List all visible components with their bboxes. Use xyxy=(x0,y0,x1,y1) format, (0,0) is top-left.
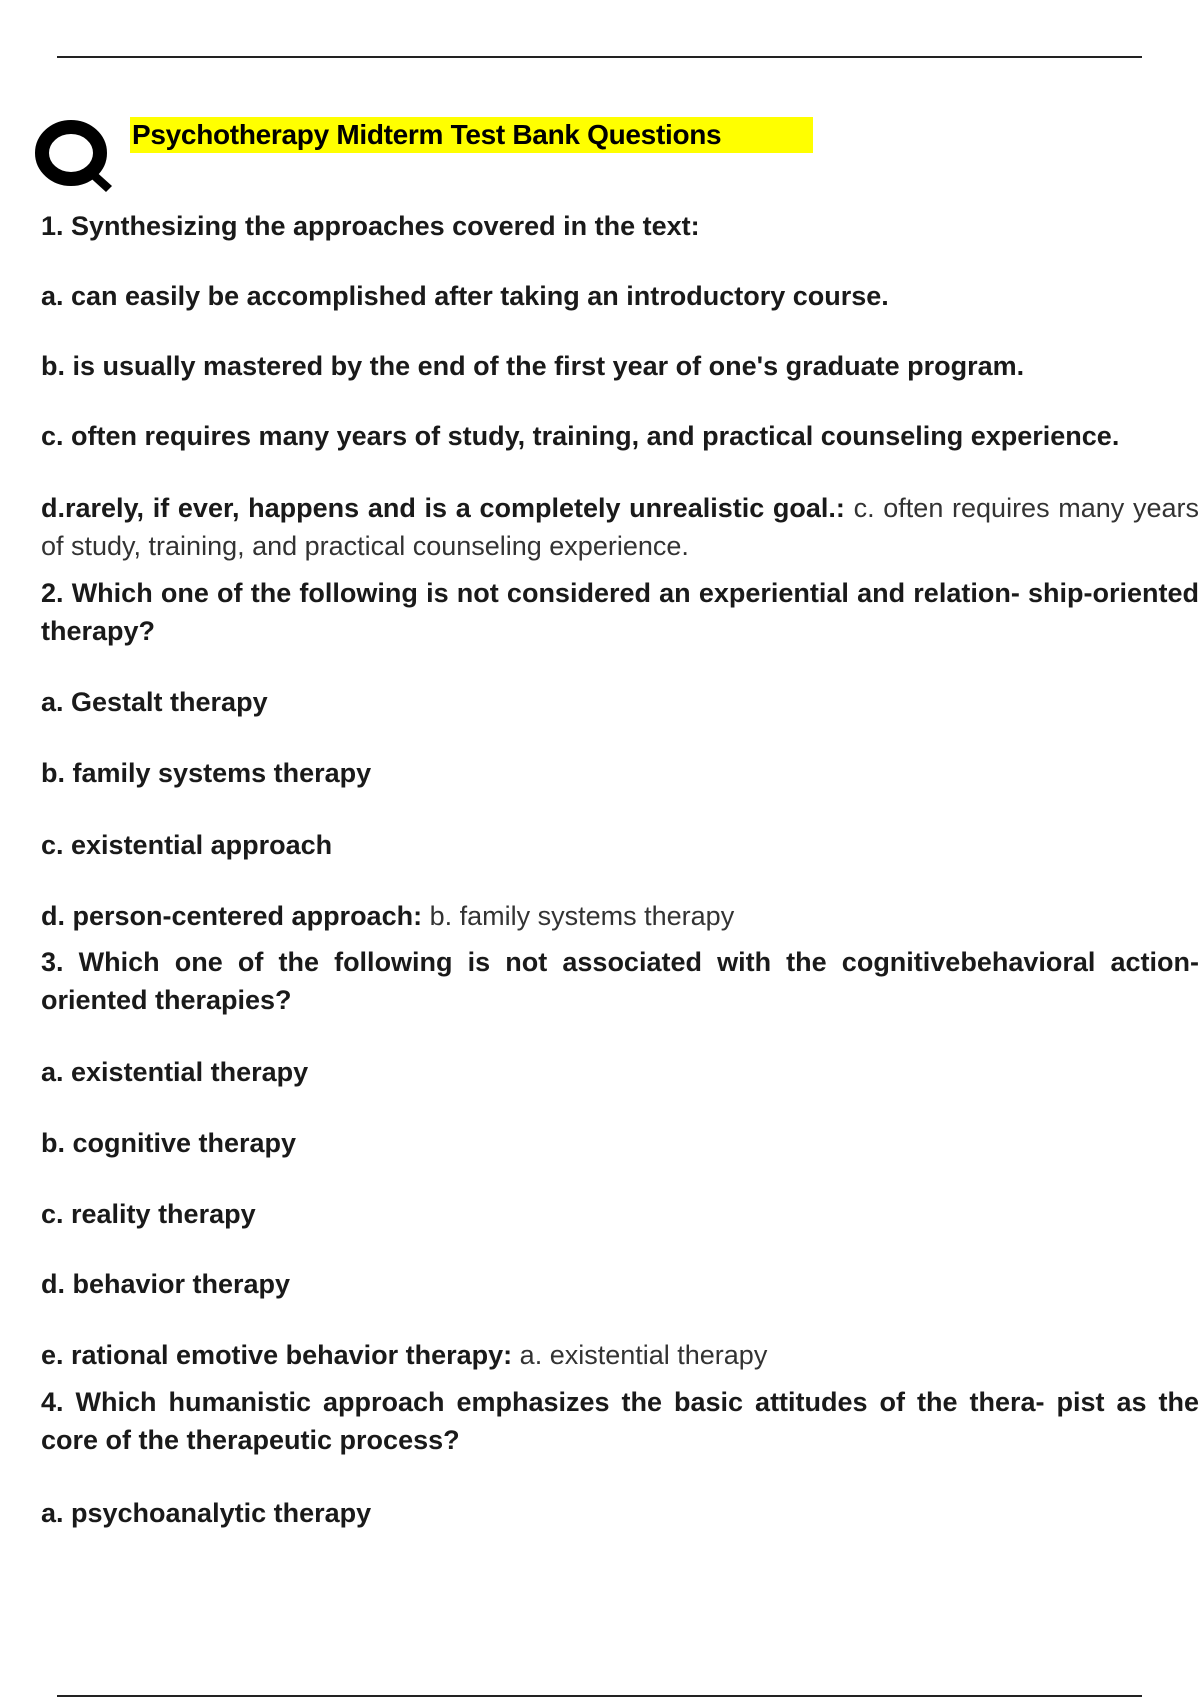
question-3-option-b: b. cognitive therapy xyxy=(41,1128,297,1158)
question-1-option-d-text: d.rarely, if ever, happens and is a completely unrealistic goal.: xyxy=(41,493,845,523)
question-2-answer: b. family systems therapy xyxy=(429,901,735,931)
question-4-option-a: a. psychoanalytic therapy xyxy=(41,1498,372,1528)
question-1-answer: c. often requires many years of study, training, and practical counseling experience. xyxy=(41,493,1199,561)
question-2-option-d xyxy=(41,897,734,935)
question-1-stem: 1. Synthesizing the approaches covered in the text: xyxy=(41,211,700,241)
question-1-option-a: a. can easily be accomplished after taking an introductory course. xyxy=(41,281,889,311)
question-3-option-e-text: e. rational emotive behavior therapy: xyxy=(41,1340,513,1370)
q-letter-icon xyxy=(32,116,114,196)
question-3-option-c: c. reality therapy xyxy=(41,1199,256,1229)
question-1-option-c: c. often requires many years of study, training, and practical counseling experience. xyxy=(41,421,1120,451)
document-title: Psychotherapy Midterm Test Bank Questions xyxy=(132,119,722,150)
bottom-rule xyxy=(57,1695,1142,1697)
question-2-option-c: c. existential approach xyxy=(41,830,333,860)
question-2-option-b: b. family systems therapy xyxy=(41,758,372,788)
question-4-stem: 4. Which humanistic approach emphasizes the basic attitudes of the thera- pist as the core of the therapeutic process? xyxy=(41,1387,1199,1455)
question-3-option-d: d. behavior therapy xyxy=(41,1269,291,1299)
question-3-option-e xyxy=(41,1336,767,1374)
question-3-option-a: a. existential therapy xyxy=(41,1057,309,1087)
question-2-option-a: a. Gestalt therapy xyxy=(41,687,268,717)
question-2-option-d-text: d. person-centered approach: xyxy=(41,901,423,931)
question-1-option-d xyxy=(41,489,1199,565)
top-rule xyxy=(57,56,1142,58)
question-3-stem: 3. Which one of the following is not associated with the cognitivebehavioral action-oriented therapies? xyxy=(41,947,1199,1015)
question-1-option-b: b. is usually mastered by the end of the first year of one's graduate program. xyxy=(41,351,1025,381)
question-3-answer: a. existential therapy xyxy=(519,1340,768,1370)
question-2-stem: 2. Which one of the following is not considered an experiential and relation- ship-oriented therapy? xyxy=(41,578,1199,646)
